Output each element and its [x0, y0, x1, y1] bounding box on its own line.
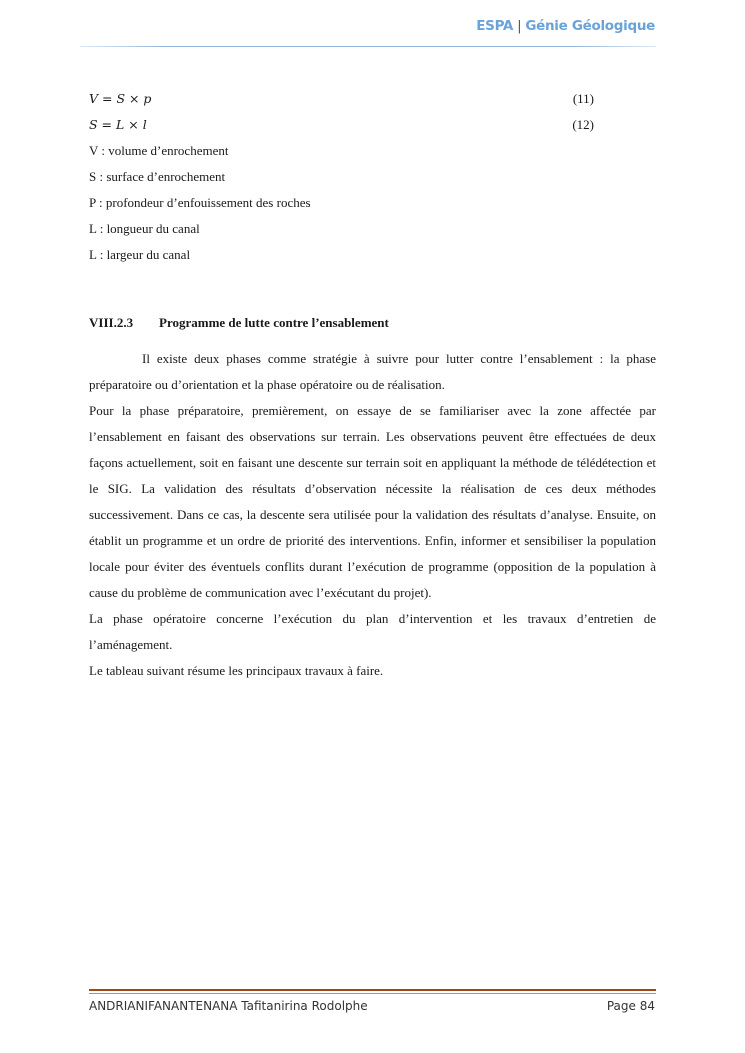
- paragraph: Pour la phase préparatoire, premièrement, on essaye de se familiariser avec la zone affectée par l’ensablement en faisant des observations sur terrain. Les observations peuvent être effectuées de deux façons actuellement, soit en faisant une descente sur terrain soit en appliquant la méthode de télédétection et le SIG. La validation des résultats d’observation nécessite la réalisation de ces deux méthodes successivement. Dans ce cas, la descente sera utilisée pour la validation des résultats d’analyse. Ensuite, on établit un programme et un ordre de priorité des interventions. Enfin, informer et sensibiliser la population locale pour éviter des éventuels conflits durant l’exécution de programme (opposition de la population à cause du problème de communication avec l’exécutant du projet).: [89, 403, 656, 600]
- equation-expression: S = L × l: [89, 117, 147, 132]
- footer-divider-thin: [89, 993, 656, 994]
- section-title: Programme de lutte contre l’ensablement: [159, 315, 389, 330]
- definition-item: P : profondeur d’enfouissement des roches: [89, 195, 311, 210]
- footer-divider: [89, 989, 656, 991]
- paragraph: Le tableau suivant résume les principaux travaux à faire.: [89, 663, 384, 678]
- header-institution: ESPA: [476, 18, 514, 34]
- equation-expression: V = S × p: [89, 91, 152, 106]
- header-separator: |: [517, 18, 522, 34]
- equation-11: [89, 86, 656, 112]
- definition-item: V : volume d’enrochement: [89, 143, 229, 158]
- paragraph: La phase opératoire concerne l’exécution du plan d’intervention et les travaux d’entretien de l’aménagement.: [89, 611, 656, 652]
- paragraph: Il existe deux phases comme stratégie à suivre pour lutter contre l’ensablement : la phase préparatoire ou d’orientation et la phase opératoire ou de réalisation.: [89, 351, 656, 392]
- footer-page-number: Page 84: [606, 999, 655, 1013]
- header-department: Génie Géologique: [525, 18, 655, 34]
- page-header: [476, 18, 655, 34]
- footer-author: ANDRIANIFANANTENANA Tafitanirina Rodolphe: [89, 999, 368, 1013]
- equation-number: (12): [572, 117, 594, 132]
- equation-12: [89, 112, 656, 138]
- section-number: VIII.2.3: [89, 315, 134, 330]
- definition-item: L : largeur du canal: [89, 247, 191, 262]
- section-heading: [89, 310, 656, 336]
- header-divider: [80, 46, 656, 47]
- definition-item: L : longueur du canal: [89, 221, 200, 236]
- definition-item: S : surface d’enrochement: [89, 169, 226, 184]
- equation-number: (11): [572, 91, 594, 106]
- page-body: [89, 86, 656, 684]
